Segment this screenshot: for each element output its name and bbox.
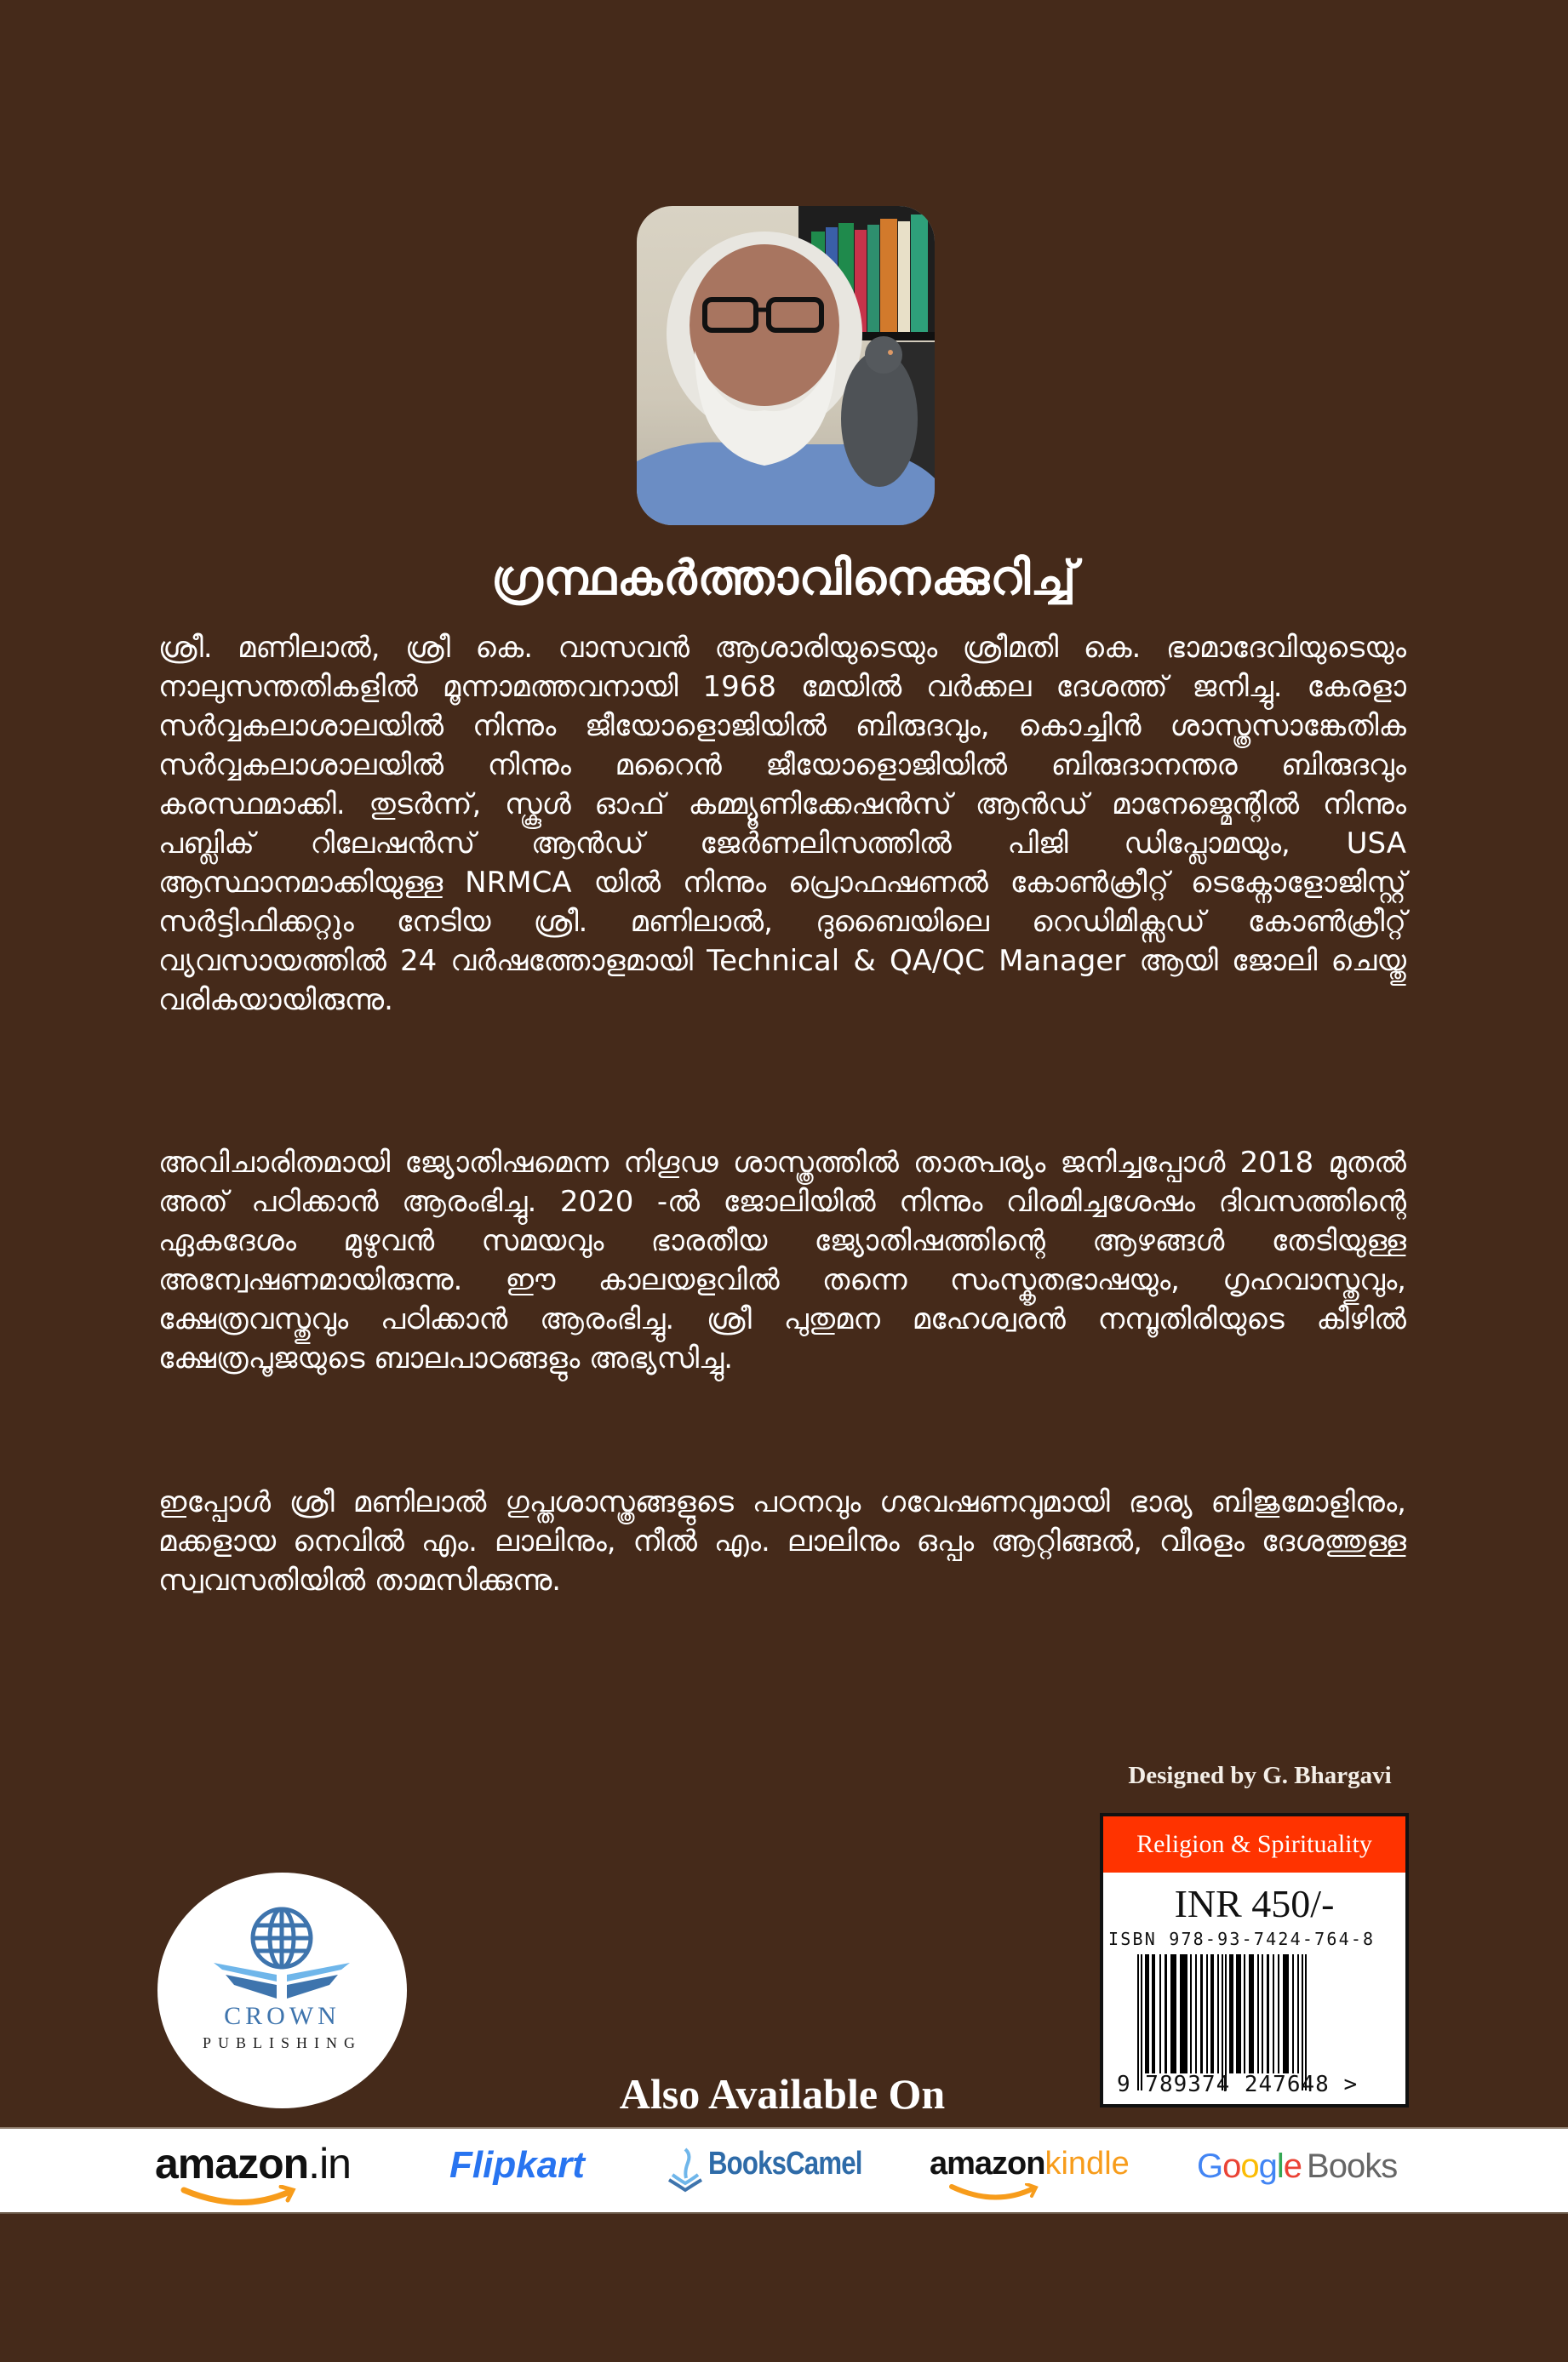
about-author-heading: ഗ്രന്ഥകർത്താവിനെക്കുറിച്ച് [490, 551, 1078, 606]
globe-book-icon [157, 1873, 407, 2000]
bio-paragraph-family: ഇപ്പോൾ ശ്രീ മണിലാൽ ഗുപ്തശാസ്ത്രങ്ങളുടെ പഠനവും ഗവേഷണവുമായി ഭാര്യ ബിജുമോളിനും, മക്കളായ നെവിൽ എം. ലാലിനും, നീൽ എം. ലാലിനും ഒപ്പം ആറ്റിങ്ങൽ, വീരളം ദേശത്തുള്ള സ്വവസതിയിൽ താമസിക്കുന്നു. [158, 1485, 1406, 1598]
bio-paragraph-astrology: അവിചാരിതമായി ജ്യോതിഷമെന്ന നിഗൂഢ ശാസ്ത്രത്തിൽ താത്പര്യം ജനിച്ചപ്പോൾ 2018 മുതൽ അത് പഠിക്കാൻ ആരംഭിച്ചു. 2020 -ൽ ജോലിയിൽ നിന്നും വിരമിച്ചശേഷം ദിവസത്തിന്റെ ഏകദേശം മുഴുവൻ സമയവും ഭാരതീയ ജ്യോതിഷത്തിന്റെ ആഴങ്ങൾ തേടിയുള്ള അന്വേഷണമായിരുന്നു. ഈ കാലയളവിൽ തന്നെ സംസ്കൃതഭാഷയും, ഗൃഹവാസ്തുവും, ക്ഷേത്രവസ്തുവും പഠിക്കാൻ ആരംഭിച്ചു. ശ്രീ പുതുമന മഹേശ്വരൻ നമ്പൂതിരിയുടെ കീഴിൽ ക്ഷേത്രപൂജയുടെ ബാലപാഠങ്ങളും അഭ്യസിച്ചു. [158, 1146, 1406, 1375]
also-available-heading: Also Available On [619, 2070, 946, 2118]
amazon-smile-icon [180, 2185, 300, 2209]
price-label: INR 450/- [1174, 1882, 1335, 1925]
ean-digits: 9 789374 247648 > [1117, 2072, 1359, 2097]
store-bookscamel[interactable]: BooksCamel [666, 2129, 878, 2214]
price-isbn-box [1100, 1813, 1409, 2107]
store-amazon-in[interactable]: amazon.in [155, 2129, 402, 2214]
publisher-subtitle: PUBLISHING [202, 2034, 362, 2051]
isbn-label: ISBN 978-93-7424-764-8 [1108, 1929, 1376, 1949]
bookscamel-icon [666, 2146, 705, 2195]
author-photo [637, 206, 935, 525]
designer-credit: Designed by G. Bhargavi [1128, 1762, 1392, 1789]
publisher-name: CROWN [224, 2002, 340, 2030]
store-logos-strip [0, 2127, 1568, 2214]
store-google-books[interactable]: Google Books [1197, 2148, 1398, 2185]
bio-paragraph-education-career: ശ്രീ. മണിലാൽ, ശ്രീ കെ. വാസവൻ ആശാരിയുടെയും ശ്രീമതി കെ. ഭാമാദേവിയുടെയും നാലുസന്തതികളിൽ മൂന്നാമത്തവനായി 1968 മേയിൽ വർക്കല ദേശത്ത് ജനിച്ചു. കേരളാ സർവ്വകലാശാലയിൽ നിന്നും ജീയോളൊജിയിൽ ബിരുദവും, കൊച്ചിൻ ശാസ്ത്രസാങ്കേതിക സർവ്വകലാശാലയിൽ നിന്നും മറൈൻ ജീയോളൊജിയിൽ ബിരുദാനന്തര ബിരുദവും കരസ്ഥമാക്കി. തുടർന്ന്, സ്കൂൾ ഓഫ് കമ്മ്യൂണിക്കേഷൻസ് ആൻഡ് മാനേജ്മെന്റിൽ നിന്നും പബ്ലിക് റിലേഷൻസ് ആൻഡ് ജേർണലിസത്തിൽ പിജി ഡിപ്ലോമയും, USA ആസ്ഥാനമാക്കിയുള്ള NRMCA യിൽ നിന്നും പ്രൊഫഷണൽ കോൺക്രീറ്റ് ടെക്നോളോജിസ്റ്റ് സർട്ടിഫിക്കറ്റും നേടിയ ശ്രീ. മണിലാൽ, ദുബൈയിലെ റെഡിമിക്സഡ് കോൺക്രീറ്റ് വ്യവസായത്തിൽ 24 വർഷത്തോളമായി Technical & QA/QC Manager ആയി ജോലി ചെയ്തു വരികയായിരുന്നു. [158, 631, 1406, 1017]
store-flipkart[interactable]: Flipkart [449, 2144, 585, 2186]
category-label: Religion & Spirituality [1103, 1816, 1405, 1873]
store-amazon-kindle[interactable]: amazonkindle [930, 2129, 1151, 2214]
amazon-smile-icon [948, 2183, 1042, 2204]
